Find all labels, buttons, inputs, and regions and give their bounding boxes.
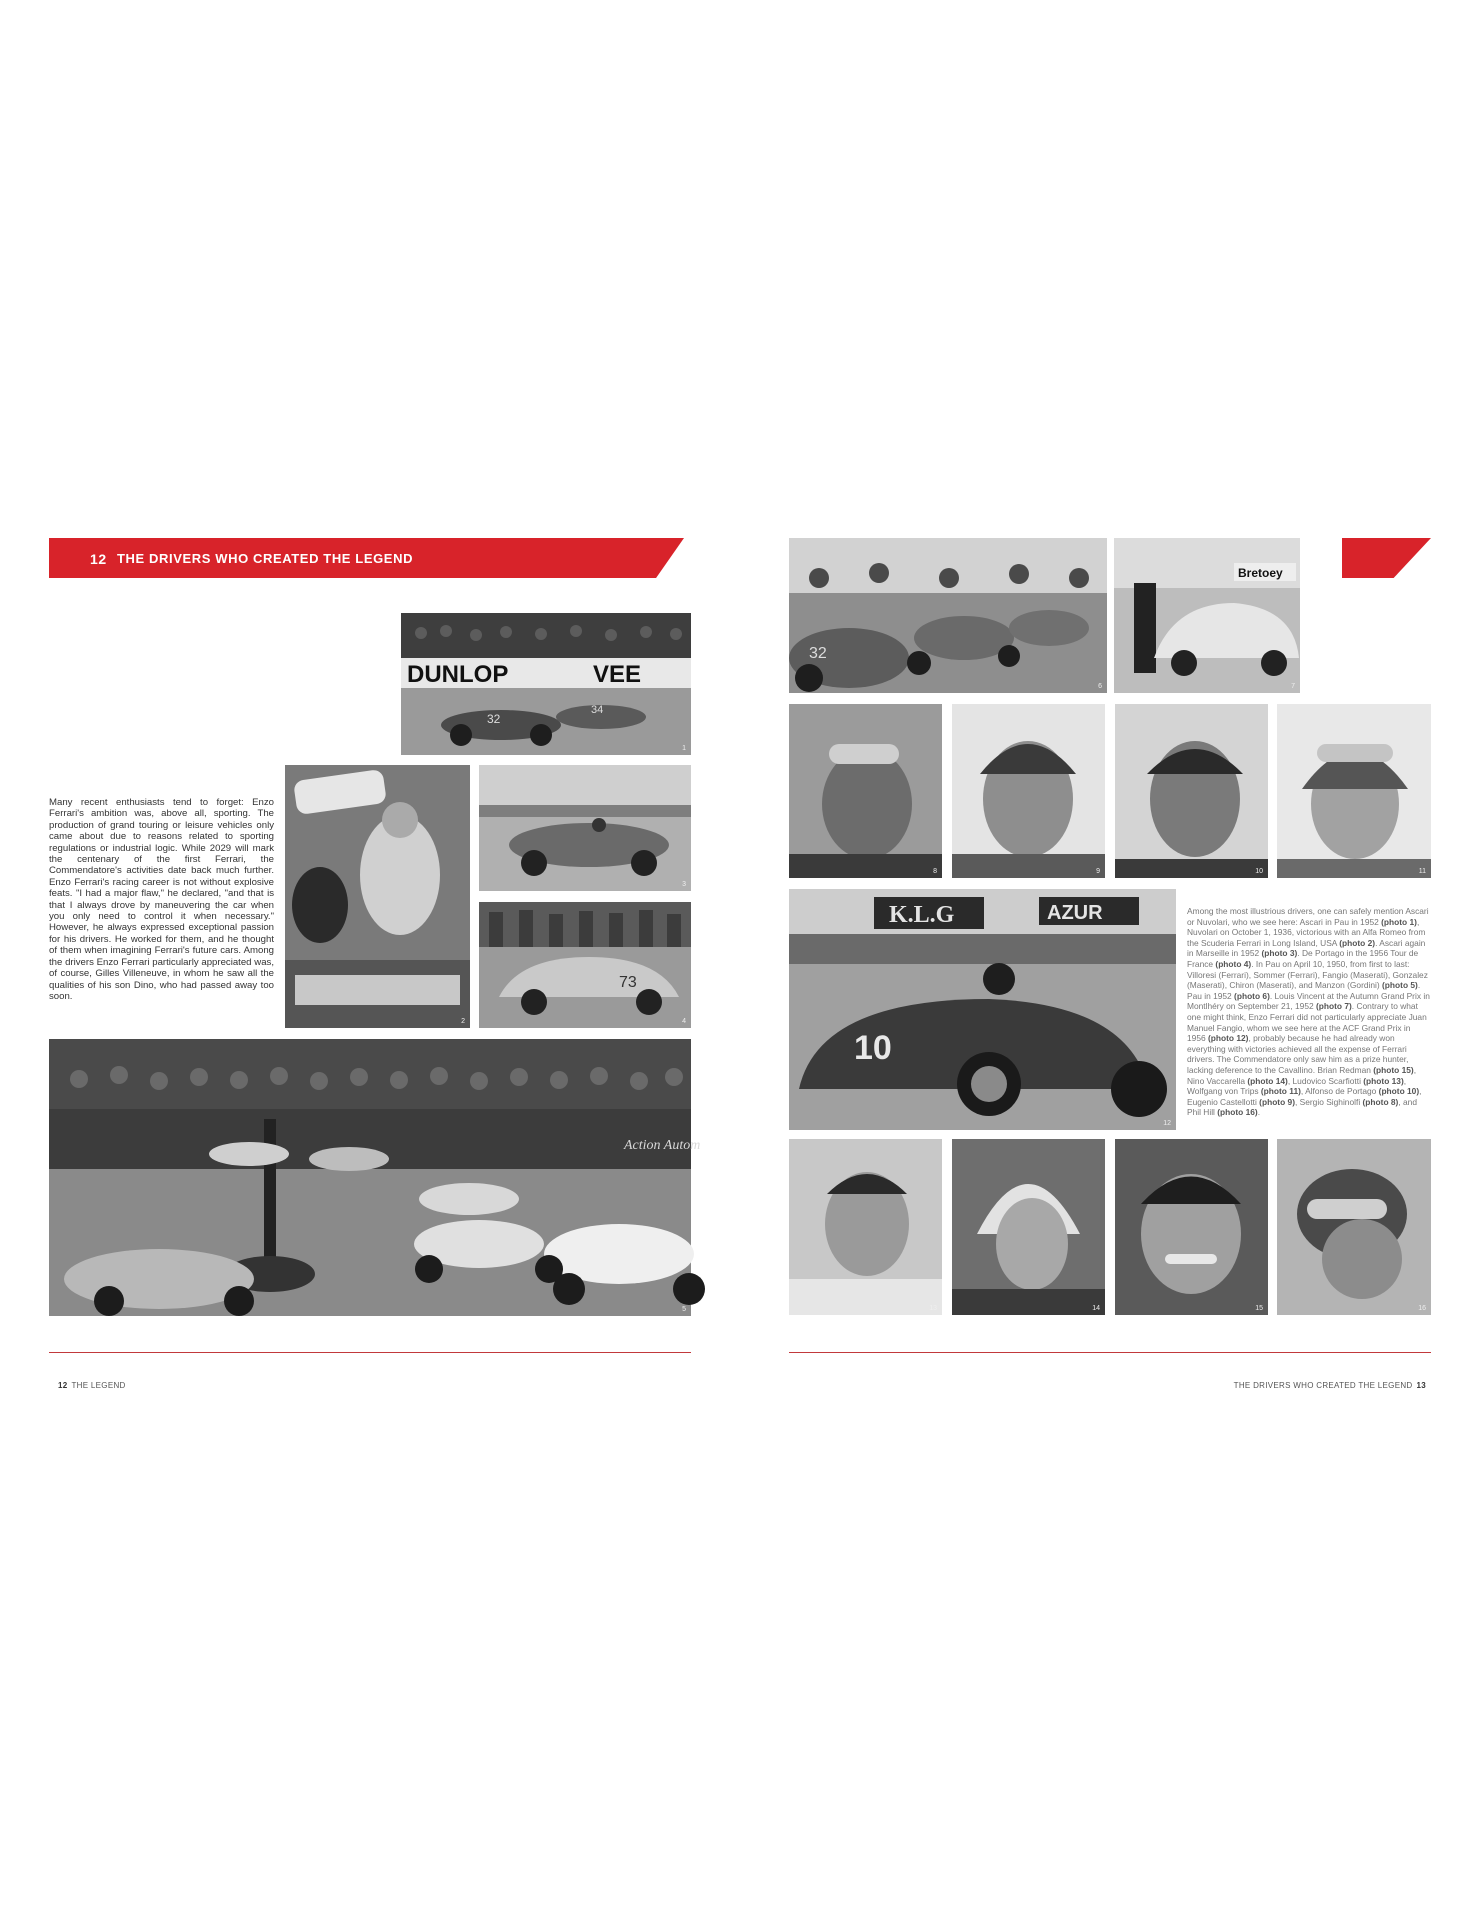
photo-6 [789,538,1107,693]
photo-number: 15 [1255,1305,1263,1312]
sign-azur: AZUR [1047,902,1103,924]
photo-12 [789,889,1176,1130]
photo-2 [285,765,470,1028]
photo-11 [1277,704,1431,878]
body-text-segment: . Ascari again in Marseille in 1952 [1187,937,1426,959]
photo-reference: (photo 9) [1259,1096,1295,1107]
photo-9 [952,704,1105,878]
photo-13 [789,1139,942,1315]
body-text-segment: , Wolfgang von Trips [1187,1075,1407,1097]
photo-number: 1 [682,745,686,752]
photo-4 [479,902,691,1028]
photo-reference: (photo 3) [1261,948,1298,959]
photo-1 [401,613,691,755]
photo-reference: (photo 8) [1362,1096,1399,1107]
photo-5 [49,1039,701,1316]
photo-reference: (photo 5) [1382,980,1418,991]
sign-klg: K.L.G [889,902,955,928]
photo-number: 9 [1096,868,1100,875]
photo-number: 13 [929,1305,937,1312]
photo-16 [1277,1139,1431,1315]
body-text-segment: , Sergio Sighinolfi [1295,1096,1363,1107]
photo-reference: (photo 1) [1381,916,1417,927]
photo-reference: (photo 16) [1217,1107,1258,1118]
body-text-segment: , Nuvolari on October 1, 1936, victorious with an Alfa Romeo from the Scuderia Ferrari in Long Island, USA [1187,916,1426,948]
photo-7 [1114,538,1300,693]
photo-reference: (photo 15) [1373,1064,1414,1075]
folio-number: 12 [58,1381,68,1390]
photo-number: 14 [1092,1305,1100,1312]
photo-14 [952,1139,1105,1315]
car-number: 10 [854,1029,892,1067]
photo-number: 2 [461,1018,465,1025]
photo-15 [1115,1139,1268,1315]
sign-vee: VEE [593,661,642,688]
folio-label: THE DRIVERS WHO CREATED THE LEGEND [1233,1381,1413,1390]
body-text-segment: , Eugenio Castellotti [1187,1086,1422,1107]
photo-number: 10 [1255,868,1263,875]
sign-dunlop: DUNLOP [407,661,509,688]
photo-number: 11 [1418,868,1426,875]
photo-number: 6 [1098,683,1102,690]
body-text-segment: . De Portago in the 1956 Tour de France [1187,948,1419,969]
photo-reference: (photo 7) [1315,1001,1352,1012]
body-text-segment: , Alfonso de Portago [1300,1086,1379,1097]
photo-reference: (photo 4) [1215,958,1252,969]
car-number: 32 [487,712,501,726]
photo-reference: (photo 12) [1207,1033,1249,1044]
folio-left [54,1381,126,1390]
folio-number: 13 [1416,1381,1426,1390]
photo-number: 5 [682,1306,686,1313]
footer-rule-right [789,1352,1431,1353]
body-text-left: Many recent enthusiasts tend to forget: Enzo Ferrari's ambition was, above all, sporting. The production of grand touring or leisure vehicles only came about due to reasons related to sporting regulations or industrial logic. While 2029 will mark the centenary of the first Ferrari, the Commendatore's activities date back much further. Enzo Ferrari's racing career is not without explosive feats. "I had a major flaw," he declared, "and that is that I always drove by maneuvering the car when you only need to control it when necessary." However, he always expressed exceptional passion for his drivers. He worked for them, and he thought of them when imagining Ferrari's future cars. Among the drivers Enzo Ferrari particularly appreciated was, of course, Gilles Villeneuve, in whom he saw all the qualities of his son Dino, who had passed away too soon. [49,797,274,1002]
photo-10 [1115,704,1268,878]
photo-number: 3 [682,881,686,888]
photo-number: 12 [1163,1120,1171,1127]
photo-reference: (photo 10) [1378,1086,1420,1097]
photo-8 [789,704,942,878]
body-text-segment: . Louis Vincent at the Autumn Grand Prix in Montlhéry on September 21, 1952 [1187,990,1430,1012]
footer-rule-left [49,1352,691,1353]
car-number: 32 [809,645,827,662]
body-text-segment: , and Phil Hill [1187,1096,1417,1118]
car-number: 34 [591,704,604,716]
photo-number: 8 [933,868,937,875]
sign-bretoey: Bretoey [1238,566,1283,580]
folio-label: THE LEGEND [71,1381,126,1390]
body-text-segment: , probably because he had already won everything with victories achieved all the expense of Ferrari drivers. The Commendatore only saw him as a prize hunter, lacking deference to the Cavallino. Brian Redman [1187,1033,1409,1075]
header-title: THE DRIVERS WHO CREATED THE LEGEND [117,551,414,566]
photo-number: 16 [1418,1305,1426,1312]
header-band-right [1342,538,1431,578]
sign-action: Action Autom [624,1138,701,1153]
photo-reference: (photo 11) [1260,1086,1301,1097]
body-text-segment: . Contrary to what one might think, Enzo Ferrari did not particularly appreciate Juan Manuel Fangio, whom we see here at the ACF Grand Prix in 1956 [1187,1001,1427,1044]
body-text-segment: . [1257,1107,1261,1118]
header-page-number: 12 [90,551,107,567]
body-text-segment: . Pau in 1952 [1187,980,1421,1001]
photo-reference: (photo 2) [1339,937,1376,948]
photo-3 [479,765,691,891]
folio-right [1234,1381,1430,1390]
photo-number: 4 [682,1018,686,1025]
photo-reference: (photo 13) [1363,1075,1404,1086]
body-text-segment: Among the most illustrious drivers, one can safely mention Ascari or Nuvolari, who we see here: Ascari in Pau in 1952 [1187,906,1429,927]
photo-reference: (photo 14) [1247,1075,1288,1086]
body-text-segment: , Ludovico Scarfiotti [1287,1075,1364,1086]
photo-number: 7 [1291,683,1295,690]
body-text-segment: , Nino Vaccarella [1187,1064,1417,1086]
body-text-segment: . In Pau on April 10, 1950, from first to last: Villoresi (Ferrari), Sommer (Ferrari), Fangio (Maserati), Gonzalez (Maserati), Chiron (Maserati), and Manzon (Gordini) [1187,958,1428,991]
photo-reference: (photo 6) [1234,990,1270,1001]
body-text-right [1187,906,1431,1118]
car-number: 73 [619,974,637,991]
